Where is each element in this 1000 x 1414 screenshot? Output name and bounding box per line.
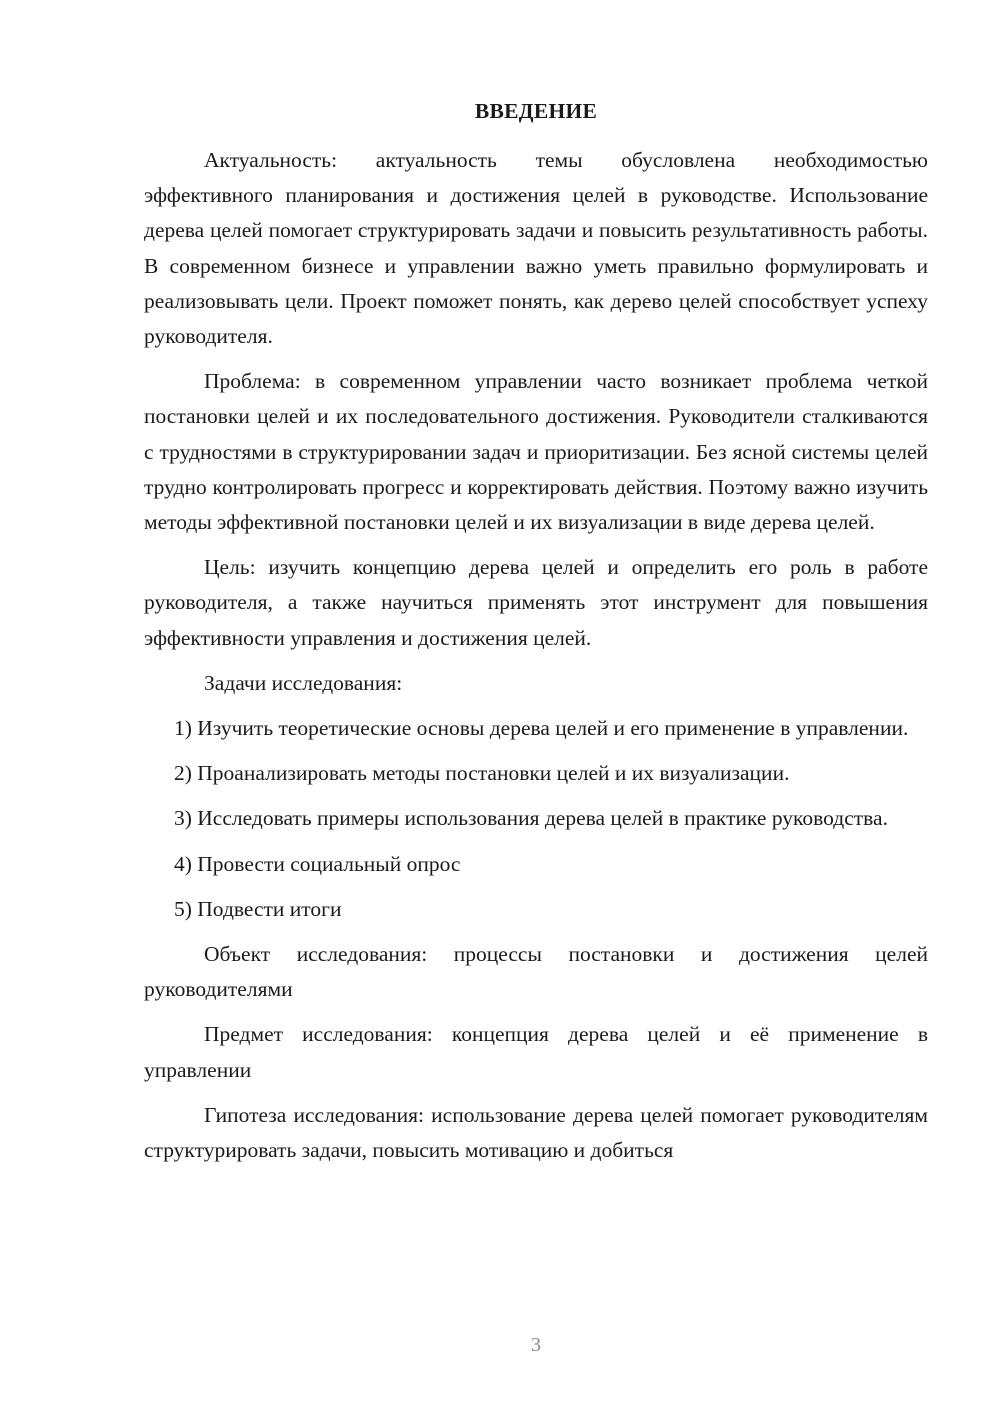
tasks-heading: Задачи исследования: [204, 670, 403, 695]
hypothesis-paragraph: Гипотеза исследования: использование дерева целей помогает руководителям структурировать задачи, повысить мотивацию и добиться [144, 1102, 928, 1163]
page-number: 3 [531, 1334, 541, 1356]
document-page [144, 96, 928, 1178]
relevance-paragraph: Актуальность: актуальность темы обусловлена необходимостью эффективного планирования и достижения целей в руководстве. Использование дерева целей помогает структурировать задачи и повысить результативность работы. В современном бизнесе и управлении важно уметь правильно формулировать и реализовывать цели. Проект поможет понять, как дерево целей способствует успеху руководителя. [144, 148, 928, 349]
subject-paragraph: Предмет исследования: концепция дерева целей и её применение в управлении [144, 1022, 928, 1082]
task-item: 5) Подвести итоги [174, 896, 342, 921]
task-item: 1) Изучить теоретические основы дерева целей и его применение в управлении. [174, 716, 909, 741]
tasks-list [144, 711, 928, 927]
object-paragraph: Объект исследования: процессы постановки и достижения целей руководителями [144, 942, 928, 1002]
task-item: 4) Провести социальный опрос [174, 851, 461, 876]
task-item: 3) Исследовать примеры использования дерева целей в практике руководства. [174, 806, 888, 831]
section-title: ВВЕДЕНИЕ [474, 99, 598, 123]
goal-paragraph: Цель: изучить концепцию дерева целей и определить его роль в работе руководителя, а также научиться применять этот инструмент для повышения эффективности управления и достижения целей. [144, 555, 928, 650]
task-item: 2) Проанализировать методы постановки целей и их визуализации. [174, 761, 790, 786]
problem-paragraph: Проблема: в современном управлении часто возникает проблема четкой постановки целей и их последовательного достижения. Руководители сталкиваются с трудностями в структурировании задач и приоритизации. Без ясной системы целей трудно контролировать прогресс и корректировать действия. Поэтому важно изучить методы эффективной постановки целей и их визуализации в виде дерева целей. [144, 369, 928, 535]
